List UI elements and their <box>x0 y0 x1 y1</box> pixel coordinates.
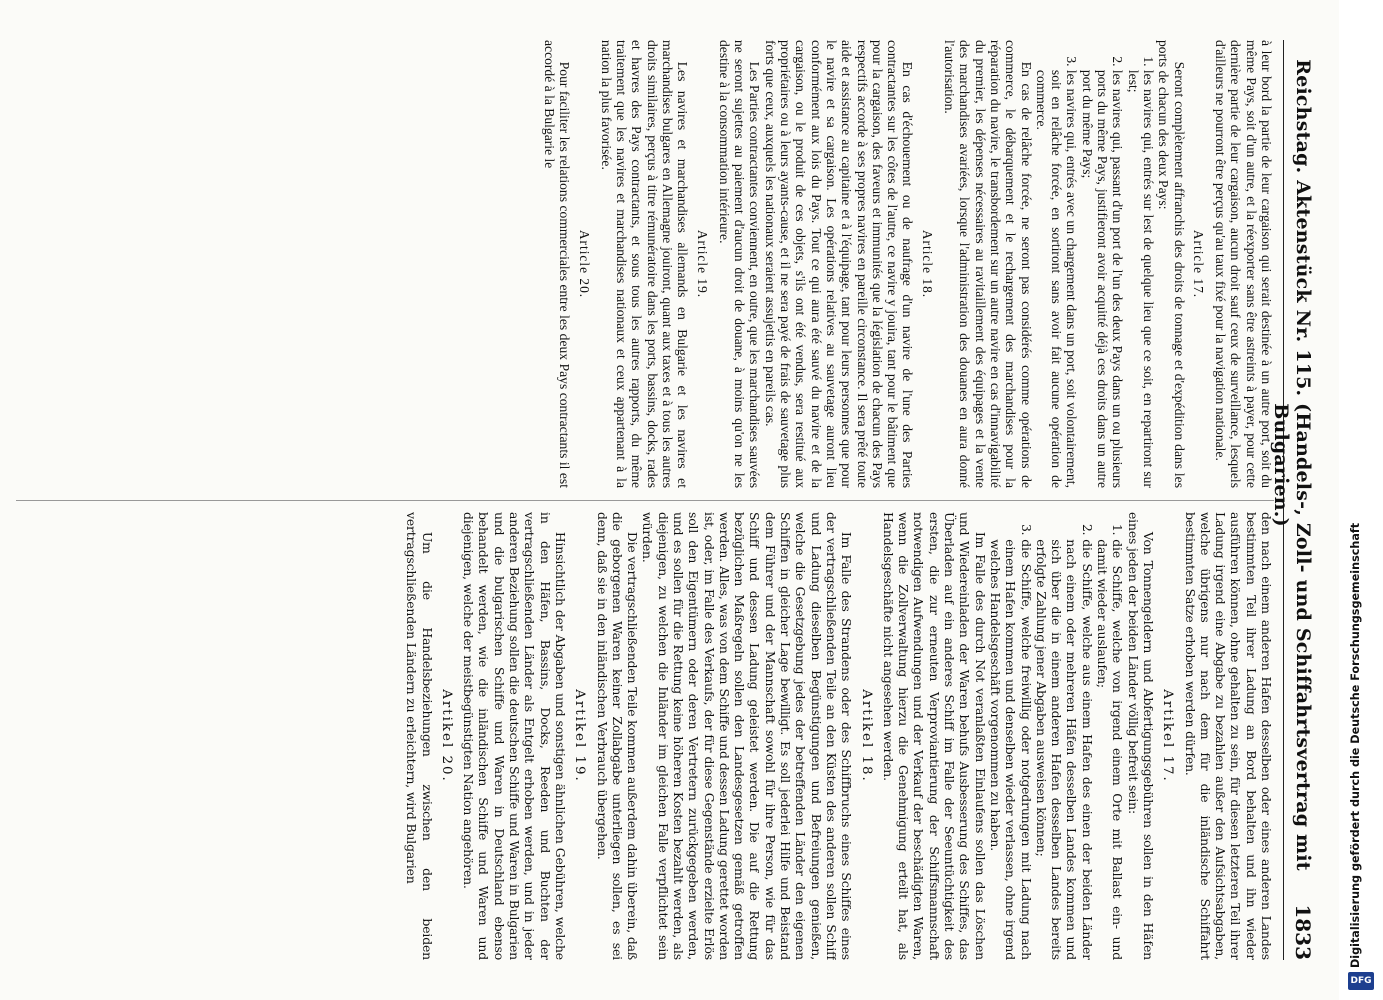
german-article-19-text: Hinsichtlich der Abgaben und sonstigen ähnlichen Gebühren, welche in den Häfen, Bassins, Docks, Reeden und Buchten der vertragschließenden Länder als Entgelt erhoben werden, und in jeder anderen Beziehung sollen die deutschen Schiffe und Waren in Bulgarien und die bulgarischen Schiffe und Waren in Deutschland ebenso behandelt werden, wie die inländischen Schiffe und Waren und diejenigen, welche der meistbegünstigten Nation angehören. <box>461 512 568 960</box>
french-article-17-text: Seront complètement affranchis des droits de tonnage et d'expédition dans les ports de chacun des deux Pays: <box>1156 40 1187 488</box>
digitization-sidebar <box>1339 0 1383 1000</box>
german-intro: den nach einem anderen Hafen desselben oder eines anderen Landes bestimmten Teil ihrer Ladung an Bord behalten und ihn wieder ausführen können, ohne gehalten zu sein, für diesen letzteren Teil ihrer Ladung irgend eine Abgabe zu bezahlen außer den Aufsichtsabgaben, welche übrigens nur nach dem für die inländische Schiffahrt bestimmten Satze erhoben werden dürfen. <box>1182 512 1274 960</box>
french-article-20-heading: Article 20. <box>576 229 592 299</box>
page-number: 1833 <box>1291 904 1315 960</box>
german-column <box>16 512 1274 960</box>
list-item: 1. die Schiffe, welche von irgend einem Orte mit Ballast ein- und damit wieder auslaufen; <box>1095 539 1126 960</box>
french-article-19-heading: Article 19. <box>694 229 710 299</box>
german-article-19-heading: Artikel 19. <box>572 689 588 783</box>
french-article-18-heading: Article 18. <box>919 229 935 299</box>
list-item: 1. les navires qui, entrés sur lest de quelque lieu que ce soit, en repartiront sur lest; <box>1125 70 1156 488</box>
german-article-20-text: Um die Handelsbeziehungen zwischen den beiden vertragschließenden Ländern zu erleichtern, wird Bulgarien <box>404 512 435 960</box>
page-header <box>1270 40 1318 960</box>
french-article-18-text: En cas d'échouement ou de naufrage d'un navire de l'une des Parties contractantes sur les côtes de l'autre, ce navire y jouira, tant pour le bâtiment que pour la cargaison, des faveurs et immunités que la législation de chacun des Pays respectifs accorde à ses propres navires en pareille circonstance. Il sera prêté toute aide et assistance au capitaine et à l'équipage, tant pour leurs personnes que pour le navire et sa cargaison. Les opérations relatives au sauvetage auront lieu conformément aux lois du Pays. Tout ce qui aura été sauvé du navire et de la cargaison, ou le produit de ces objets, s'ils ont été vendus, sera restitué aux propriétaires ou à leurs ayants-cause, et il ne sera payé de frais de sauvetage plus forts que ceux, auxquels les nationaux seraient assujettis en pareils cas. <box>762 40 916 488</box>
german-article-17-text: Von Tonnengeldern und Abfertigungsgebühren sollen in den Häfen eines jeden der beiden Länder völlig befreit sein: <box>1125 512 1156 960</box>
french-article-17-heading: Article 17. <box>1190 229 1206 299</box>
funding-credit: Digitalisierung gefördert durch die Deutsche Forschungsgemeinschaft <box>1349 522 1362 968</box>
french-column <box>16 40 1274 488</box>
french-intro: à leur bord la partie de leur cargaison qui serait destinée à un autre port, soit du même Pays, soit d'un autre, et la réexporter sans être astreints à payer, pour cette dernière partie de leur cargaison, aucun droit sauf ceux de surveillance, lesquels d'ailleurs ne pourront être perçus qu'au taux fixé pour la navigation nationale. <box>1213 40 1274 488</box>
french-article-17-after: En cas de relâche forcée, ne seront pas considérés comme opérations de commerce, le débarquement et le rechargement des marchandises pour la réparation du navire, le transbordement sur un autre navire en cas d'innavigabilité du premier, les dépenses nécessaires au ravitaillement des équipages et la vente des marchandises avariées, lorsque l'administration des douanes en aura donné l'autorisation. <box>942 40 1034 488</box>
french-article-17-list <box>1034 40 1156 488</box>
list-item: 3. les navires qui, entrés avec un chargement dans un port, soit volontairement, soit en relâche forcée, en sortiront sans avoir fait aucune opération de commerce. <box>1034 70 1080 488</box>
french-article-19-text: Les navires et marchandises allemands en Bulgarie et les navires et marchandises bulgares en Allemagne jouiront, quant aux taxes et à tous les autres droits similaires, perçus à titre rémunératoire dans les ports, bassins, docks, rades et havres des Pays contractants, et sous tous les autres rapports, du même traitement que les navires et marchandises nationaux et ceux appartenant à la nation la plus favorisée. <box>598 40 691 488</box>
page-title: Reichstag. Aktenstück Nr. 115. (Handels-, Zoll- und Schiffahrtsvertrag mit Bulgarien.) <box>1270 59 1314 871</box>
french-article-18-text2: Les Parties contractantes conviennent, en outre, que les marchandises sauvées ne seront sujettes au paiement d'aucun droit de douane, à moins qu'on ne les destine à la consommation intérieure. <box>716 40 763 488</box>
german-article-18-text: Im Falle des Strandens oder des Schiffbruchs eines Schiffes eines der vertragschließenden Teile an den Küsten des anderen sollen Schiff und Ladung dieselben Begünstigungen und Befreiungen genießen, welche die Gesetzgebung jedes der betreffenden Länder den eigenen Schiffen in gleicher Lage bewilligt. Es soll jederlei Hilfe und Beistand dem Führer und der Mannschaft sowohl für ihre Person, wie für das Schiff und dessen Ladung geleistet werden. Die auf die Rettung bezüglichen Maßregeln sollen den Landesgesetzen gemäß getroffen werden. Alles, was von dem Schiffe und dessen Ladung gerettet worden ist, oder, im Falle des Verkaufs, der für diese Gegenstände erzielte Erlös soll den Eigentümern oder deren Vertretern zurückgegeben werden, und es sollen für die Rettung keine höheren Kosten bezahlt werden, als diejenigen, zu welchen die Inländer im gleichen Falle verpflichtet sein würden. <box>640 512 855 960</box>
german-article-18-heading: Artikel 18. <box>858 689 874 783</box>
list-item: 2. les navires qui, passant d'un port de l'un des deux Pays dans un ou plusieurs ports du même Pays, justifieront avoir acquitté déjà ces droits dans un autre port du même Pays; <box>1079 70 1125 488</box>
german-article-18-text2: Die vertragschließenden Teile kommen außerdem dahin überein, daß die geborgenen Waren keiner Zollabgabe unterliegen sollen, es sei denn, daß sie in den inländischen Verbrauch übergehen. <box>594 512 641 960</box>
french-article-20-text: Pour faciliter les relations commerciales entre les deux Pays contractants il est accordé à la Bulgarie le <box>541 40 573 488</box>
dfg-logo: DFG <box>1348 972 1374 990</box>
german-article-17-list <box>988 512 1126 960</box>
german-article-17-heading: Artikel 17. <box>1160 689 1176 783</box>
list-item: 2. die Schiffe, welche aus einem Hafen des einen der beiden Länder nach einem oder mehreren Häfen desselben Landes kommen und sich über die in einem anderen Hafen desselben Landes bereits erfolgte Zahlung jener Abgaben ausweisen können; <box>1034 539 1095 960</box>
german-article-20-heading: Artikel 20. <box>438 689 454 783</box>
column-divider <box>16 500 1274 501</box>
list-item: 3. die Schiffe, welche freiwillig oder notgedrungen mit Ladung nach einem Hafen kommen und denselben wieder verlassen, ohne irgend welches Handelsgeschäft vorgenommen zu haben. <box>988 539 1034 960</box>
german-article-17-after: Im Falle des durch Not veranlaßten Einlaufens sollen das Löschen und Wiedereinladen der Waren behufs Ausbesserung des Schiffes, das Überladen auf ein anderes Schiff im Falle der Seeuntüchtigkeit des ersten, die zur erneuten Verproviantierung der Schiffsmannschaft notwendigen Aufwendungen und der Verkauf der beschädigten Waren, wenn die Zollverwaltung hierzu die Genehmigung erteilt hat, als Handelsgeschäfte nicht angesehen werden. <box>880 512 988 960</box>
